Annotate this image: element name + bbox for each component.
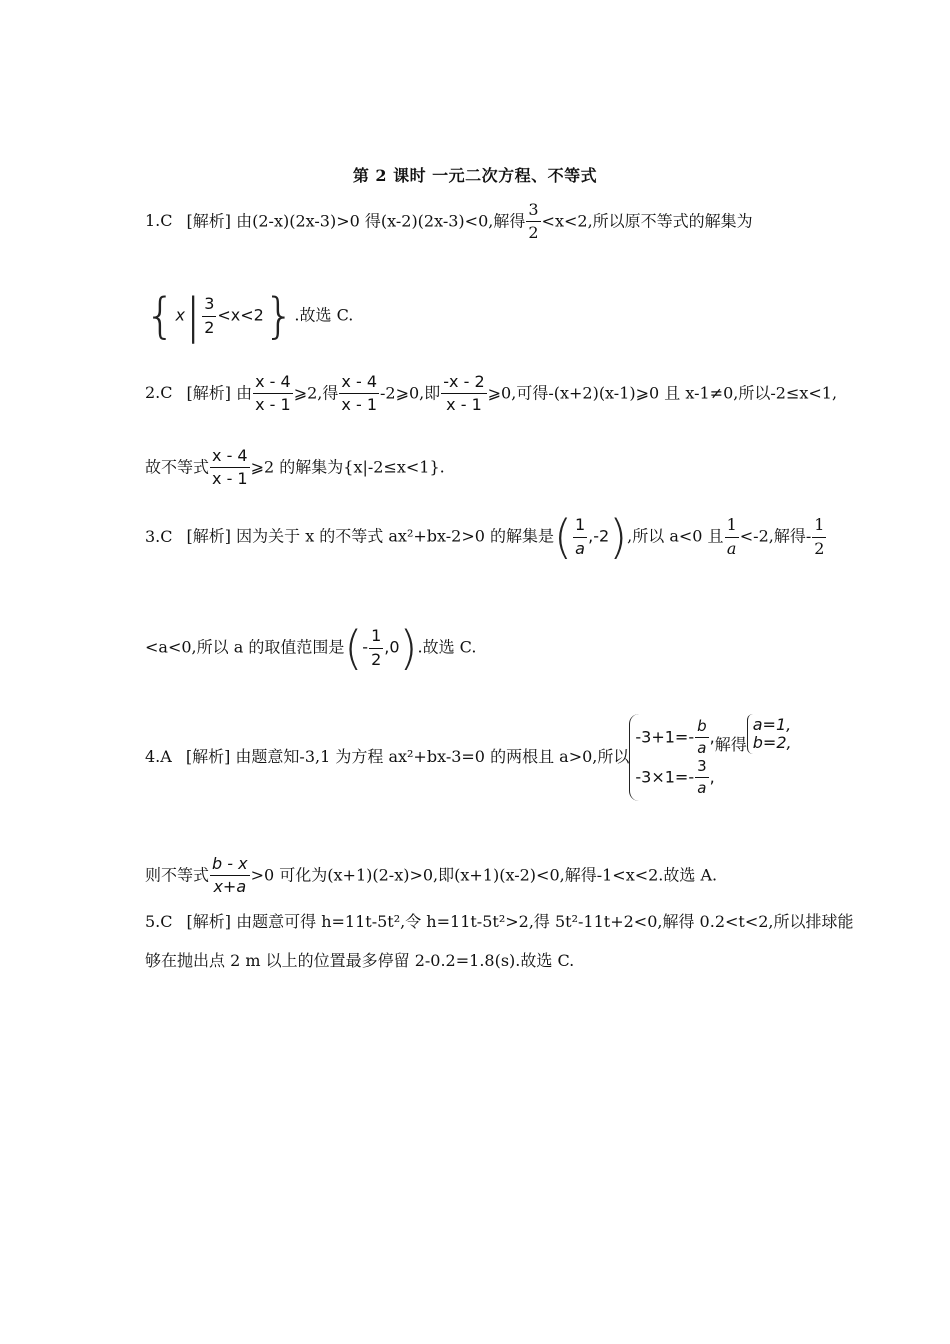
answer-4-line-1: 4.A [解析] 由题意知-3,1 为方程 ax²+bx-3=0 的两根且 a>0,所以 -3+1=- $\frac{b}{a}$ , -3×1=- $\frac{3}{a}$ , 解得 a=1, b=2, xyxy=(145,714,792,801)
answer-1-line-1 xyxy=(145,201,753,243)
answer-2-number: 2.C xyxy=(145,383,173,403)
answer-4-line-2: 则不等式 $\frac{b - x}{x+a}$ >0 可化为(x+1)(2-x)>0,即(x+1)(x-2)<0,解得-1<x<2.故选 A. xyxy=(145,854,718,897)
equation-system: -3+1=- $\frac{b}{a}$ , -3×1=- $\frac{3}{a}$ , xyxy=(629,714,714,801)
answer-5-number: 5.C xyxy=(145,912,173,931)
fraction: $\frac{b - x}{x+a}$ xyxy=(212,854,248,897)
solution-system: a=1, b=2, xyxy=(747,714,792,753)
answer-4-number: 4.A xyxy=(145,747,172,766)
fraction: $\frac{3}{2}$ xyxy=(204,294,215,337)
page-title: 第 2 课时 一元二次方程、不等式 xyxy=(352,166,598,185)
analysis-tag: [解析] xyxy=(186,526,232,546)
fraction: $\frac{-x - 2}{x - 1}$ xyxy=(443,372,485,415)
answer-3-line-2: <a<0,所以 a 的取值范围是(- $\frac{1}{2}$ ,0).故选 C. xyxy=(145,621,477,675)
fraction: $\frac{x - 4}{x - 1}$ xyxy=(341,372,377,415)
analysis-tag: [解析] xyxy=(186,211,232,231)
answer-5-line-2: 够在抛出点 2 m 以上的位置最多停留 2-0.2=1.8(s).故选 C. xyxy=(145,951,575,970)
answer-3-line-1: 3.C [解析] 因为关于 x 的不等式 ax²+bx-2>0 的解集是( $\frac{1}{a}$ ,-2),所以 a<0 且 $\frac{1}{a}$ <-2,解得- $\frac{1}{2}$ xyxy=(145,510,825,564)
analysis-tag: [解析] xyxy=(186,383,232,403)
answer-2-line-2: 故不等式 $\frac{x - 4}{x - 1}$ ⩾2 的解集为{x|-2≤x<1}. xyxy=(145,446,445,489)
fraction: $\frac{3}{2}$ xyxy=(528,200,539,243)
fraction: $\frac{1}{a}$ xyxy=(574,515,586,558)
answer-1-text: 由(2-x)(2x-3)>0 得(x-2)(2x-3)<0,解得 xyxy=(236,211,526,231)
analysis-tag: [解析] xyxy=(185,747,231,766)
answer-5-line-1: 5.C [解析] 由题意可得 h=11t-5t²,令 h=11t-5t²>2,得 5t²-11t+2<0,解得 0.2<t<2,所以排球能 xyxy=(145,912,854,931)
fraction: $\frac{x - 4}{x - 1}$ xyxy=(255,372,291,415)
analysis-tag: [解析] xyxy=(186,912,232,931)
fraction: $\frac{1}{a}$ xyxy=(726,515,737,558)
answer-1-line-2: {x| $\frac{3}{2}$ <x<2}.故选 C. xyxy=(145,288,354,344)
answer-1-text: <x<2,所以原不等式的解集为 xyxy=(541,211,753,231)
answer-2-line-1: 2.C [解析] 由 $\frac{x - 4}{x - 1}$ ⩾2,得 $\frac{x - 4}{x - 1}$ -2⩾0,即 $\frac{-x - 2}{x - 1}$ ⩾0,可得-(x+2)(x-1)⩾0 且 x-1≠0,所以-2≤x<1, xyxy=(145,372,838,415)
answer-3-number: 3.C xyxy=(145,526,173,546)
fraction: $\frac{1}{2}$ xyxy=(814,515,825,558)
fraction: $\frac{x - 4}{x - 1}$ xyxy=(212,446,248,489)
answer-1-number: 1.C xyxy=(145,211,173,231)
fraction: $\frac{1}{2}$ xyxy=(371,626,382,669)
